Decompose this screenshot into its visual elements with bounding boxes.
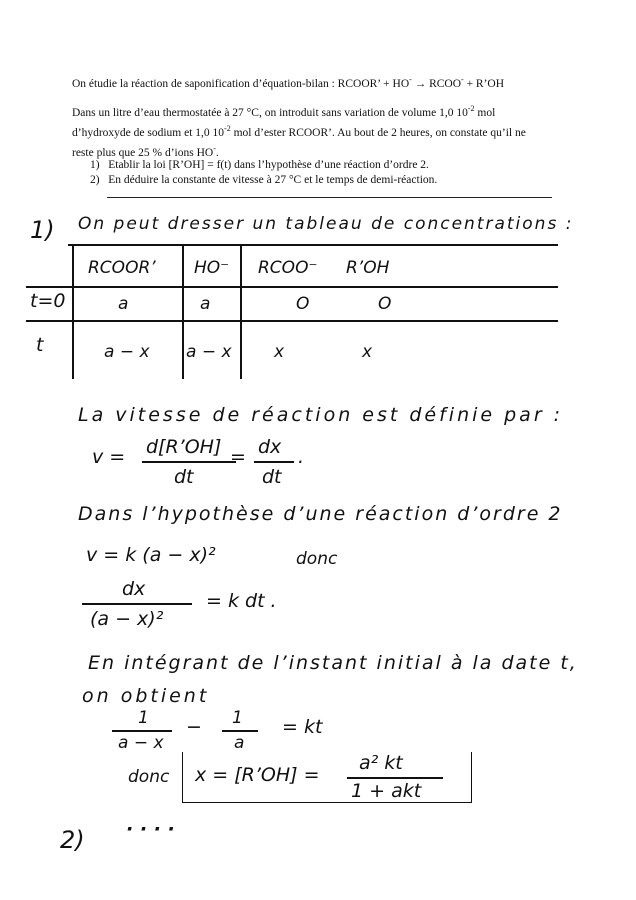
table-cell: O <box>378 294 392 314</box>
speed-definition-line: La vitesse de réaction est définie par : <box>78 404 564 426</box>
answer-intro: On peut dresser un tableau de concentrations : <box>78 214 574 234</box>
statement-line-1: On étudie la réaction de saponification d’équation-bilan : RCOOR’ + HO- → RCOO- + R’OH <box>72 75 505 90</box>
speed-eq-numerator: d[R’OH] <box>146 436 222 458</box>
separator-line <box>107 197 552 198</box>
fraction-bar <box>112 730 172 732</box>
statement-para-line-3: reste plus que 25 % d’ions HO-. <box>72 143 219 159</box>
question-list <box>90 158 570 188</box>
table-cell: a <box>200 294 211 314</box>
table-line-col3 <box>240 246 242 379</box>
integrated-denominator-1: a − x <box>118 733 164 753</box>
table-cell: x <box>362 342 373 362</box>
speed-eq-lhs: v = <box>92 446 126 468</box>
fraction-bar <box>142 461 236 463</box>
integration-line-2: on obtient <box>82 685 210 707</box>
table-header-rcoo: RCOO⁻ <box>258 258 318 278</box>
question-item-2: 2) En déduire la constante de vitesse à 27 °C et le temps de demi-réaction. <box>90 174 438 186</box>
answer-part1-number: 1) <box>30 216 55 244</box>
table-cell: a − x <box>186 342 232 362</box>
result-lhs: x = [R’OH] = <box>195 764 320 786</box>
table-line-col1 <box>72 244 74 379</box>
speed-eq-equals: = <box>230 446 246 468</box>
separation-denominator: (a − x)² <box>90 608 164 630</box>
donc-word-1: donc <box>296 549 338 569</box>
answer-part2-ellipsis: · · · · <box>126 818 175 840</box>
answer-part2-number: 2) <box>60 826 85 854</box>
statement-paragraph <box>72 101 602 160</box>
result-denominator: 1 + akt <box>351 780 422 802</box>
fraction-bar <box>347 777 443 779</box>
table-header-rcoor: RCOOR’ <box>88 258 156 278</box>
fraction-bar <box>222 730 258 732</box>
donc-word-2: donc <box>128 767 170 787</box>
speed-eq-numerator-2: dx <box>258 436 282 458</box>
table-row-label-t: t <box>36 334 44 356</box>
hypothesis-line: Dans l’hypothèse d’une réaction d’ordre 2 <box>78 503 563 525</box>
table-line-col2 <box>182 246 184 379</box>
table-cell: a <box>118 294 129 314</box>
table-cell: x <box>274 342 285 362</box>
table-line-header-bottom <box>26 286 558 288</box>
fraction-bar <box>254 461 294 463</box>
table-cell: a − x <box>104 342 150 362</box>
table-line-top <box>68 244 558 246</box>
integrated-numerator-2: 1 <box>232 708 243 728</box>
integrated-denominator-2: a <box>234 733 245 753</box>
result-numerator: a² kt <box>359 752 403 774</box>
speed-eq-period: . <box>298 446 305 468</box>
table-cell: O <box>296 294 310 314</box>
table-line-row1-bottom <box>26 320 558 322</box>
fraction-bar <box>82 603 192 605</box>
integrated-rhs: = kt <box>282 716 323 738</box>
speed-eq-denominator: dt <box>174 466 194 488</box>
separation-rhs: = k dt . <box>206 590 277 612</box>
speed-eq-denominator-2: dt <box>262 466 282 488</box>
statement-para-line-1: Dans un litre d’eau thermostatée à 27 °C, on introduit sans variation de volume 1,0 $10^{-2}$ mol <box>72 104 496 119</box>
integrated-minus: − <box>186 716 202 738</box>
table-header-roh: R’OH <box>346 258 390 278</box>
rate-law: v = k (a − x)² <box>86 544 216 566</box>
result-box <box>182 752 472 803</box>
integration-line-1: En intégrant de l’instant initial à la date t, <box>88 652 578 674</box>
statement-para-line-2: d’hydroxyde de sodium et 1,0 $10^{-2}$ mol d’ester RCOOR’. Au bout de 2 heures, on constate qu’il ne <box>72 123 526 139</box>
separation-numerator: dx <box>122 578 146 600</box>
question-item-1: 1) Etablir la loi [R’OH] = f(t) dans l’hypothèse d’une réaction d’ordre 2. <box>90 159 429 171</box>
integrated-numerator-1: 1 <box>138 708 149 728</box>
table-row-label-t0: t=0 <box>30 290 66 312</box>
table-header-ho: HO⁻ <box>194 258 230 278</box>
